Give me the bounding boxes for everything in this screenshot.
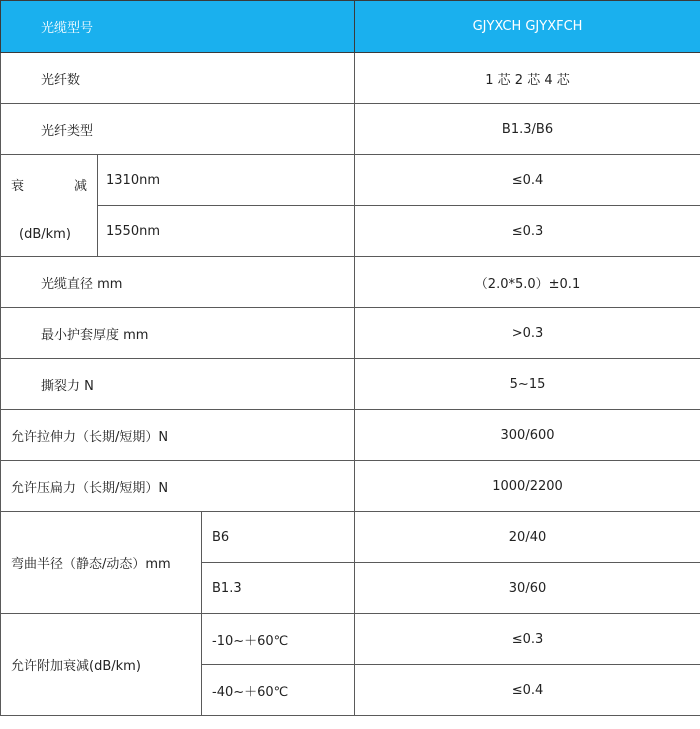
attenuation-value-1310: ≤0.4 <box>355 155 700 206</box>
cable-diameter-value: （2.0*5.0）±0.1 <box>355 257 700 308</box>
min-sheath-value: >0.3 <box>355 308 700 359</box>
attenuation-unit: (dB/km) <box>19 227 71 242</box>
tear-force-value: 5~15 <box>355 359 700 410</box>
table-row <box>1 410 700 461</box>
table-row <box>1 359 700 410</box>
table-row <box>1 155 700 206</box>
table-row <box>1 206 700 257</box>
fiber-type-label: 光纤类型 <box>1 104 355 155</box>
tear-force-label: 撕裂力 N <box>1 359 355 410</box>
min-sheath-label: 最小护套厚度 mm <box>1 308 355 359</box>
header-value: GJYXCH GJYXFCH <box>355 1 700 53</box>
table-row <box>1 53 700 104</box>
table-row <box>1 257 700 308</box>
table-row <box>1 308 700 359</box>
tensile-label: 允许拉伸力（长期/短期）N <box>1 410 355 461</box>
bend-radius-label: 弯曲半径（静态/动态）mm <box>1 512 202 614</box>
bend-radius-type-b13: B1.3 <box>202 563 355 614</box>
attenuation-wavelength-1310: 1310nm <box>98 155 355 206</box>
attenuation-label-char2: 减 <box>73 179 87 194</box>
attenuation-wavelength-1550: 1550nm <box>98 206 355 257</box>
extra-atten-label: 允许附加衰减(dB/km) <box>1 614 202 716</box>
crush-value: 1000/2200 <box>355 461 700 512</box>
attenuation-value-1550: ≤0.3 <box>355 206 700 257</box>
table-row <box>1 461 700 512</box>
attenuation-label <box>1 155 98 257</box>
fiber-type-value: B1.3/B6 <box>355 104 700 155</box>
extra-atten-value-2: ≤0.4 <box>355 665 700 716</box>
fiber-count-label: 光纤数 <box>1 53 355 104</box>
bend-radius-value-b13: 30/60 <box>355 563 700 614</box>
cable-diameter-label: 光缆直径 mm <box>1 257 355 308</box>
bend-radius-type-b6: B6 <box>202 512 355 563</box>
extra-atten-temp-1: -10~＋60℃ <box>202 614 355 665</box>
table-row <box>1 614 700 665</box>
tensile-value: 300/600 <box>355 410 700 461</box>
bend-radius-value-b6: 20/40 <box>355 512 700 563</box>
crush-label: 允许压扁力（长期/短期）N <box>1 461 355 512</box>
extra-atten-temp-2: -40~＋60℃ <box>202 665 355 716</box>
extra-atten-value-1: ≤0.3 <box>355 614 700 665</box>
fiber-count-value: 1 芯 2 芯 4 芯 <box>355 53 700 104</box>
attenuation-label-char1: 衰 <box>11 179 25 194</box>
table-header-row <box>1 1 700 53</box>
table-row <box>1 512 700 563</box>
table-row <box>1 104 700 155</box>
header-label: 光缆型号 <box>1 1 355 53</box>
